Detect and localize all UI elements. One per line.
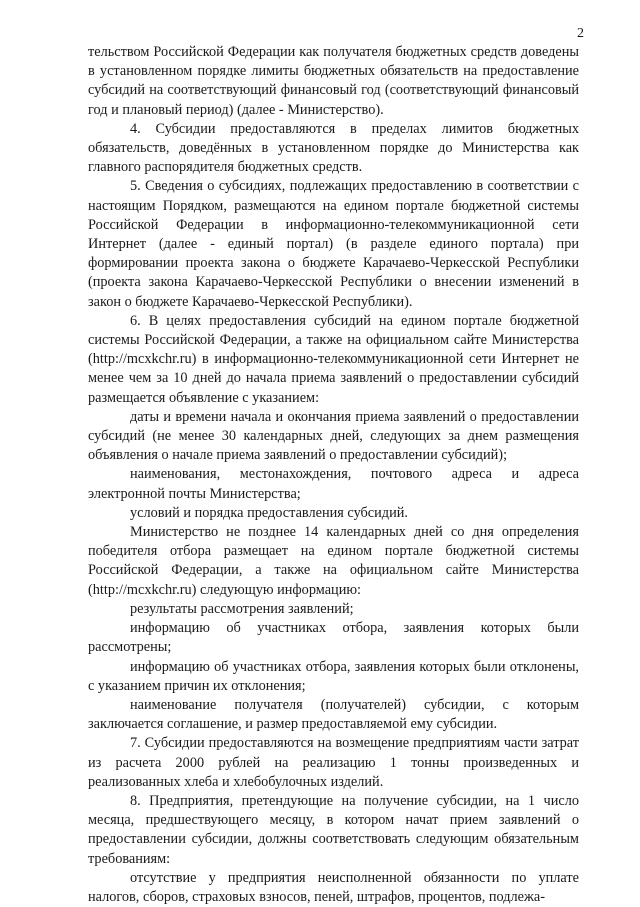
list-item-recipient: наименование получателя (получателей) субсидии, с которым заключается соглашение, и размер предоставляемой ему субсидии. <box>88 696 579 733</box>
paragraph-ministry-publication: Министерство не позднее 14 календарных дней со дня определения победителя отбора размещает на едином портале бюджетной системы Российской Федерации, а также на официальном сайте Министерства (http://mcxkchr.ru) следующую информацию: <box>88 524 579 598</box>
paragraph-continuation: тельством Российской Федерации как получателя бюджетных средств доведены в установленном порядке лимиты бюджетных обязательств на предоставление субсидий на соответствующий финансовый год (соответствующий финансовый год и плановый период) (далее - Министерство). <box>88 44 579 118</box>
list-item-results: результаты рассмотрения заявлений; <box>130 600 354 617</box>
document-body <box>88 43 579 907</box>
list-item-dates: даты и времени начала и окончания приема заявлений о предоставлении субсидий (не менее 30 календарных дней, следующих за днем размещения объявления о начале приема заявлений о предоставлении субсидий); <box>88 408 579 464</box>
paragraph-8: 8. Предприятия, претендующие на получение субсидии, на 1 число месяца, предшествующего месяцу, в котором начат прием заявлений о предоставлении субсидии, должны соответствовать следующим обязательным требованиям: <box>88 792 579 867</box>
paragraph-7: 7. Субсидии предоставляются на возмещение предприятиям части затрат из расчета 2000 рублей на реализацию 1 тонны произведенных и реализованных хлеба и хлебобулочных изделий. <box>88 735 579 790</box>
paragraph-6: 6. В целях предоставления субсидий на едином портале бюджетной системы Российской Федерации, а также на официальном сайте Министерства (http://mcxkchr.ru) в информационно-телекоммуникационной сети Интернет не менее чем за 10 дней до начала приема заявлений о предоставлении субсидий размещается объявление с указанием: <box>88 312 579 406</box>
list-item-contacts: наименования, местонахождения, почтового адреса и адреса электронной почты Министерства; <box>88 466 579 502</box>
list-item-tax-obligations: отсутствие у предприятия неисполненной обязанности по уплате налогов, сборов, страховых взносов, пеней, штрафов, процентов, подлежа- <box>88 869 579 905</box>
list-item-rejected: информацию об участниках отбора, заявления которых были отклонены, с указанием причин их отклонения; <box>88 658 579 694</box>
paragraph-5: 5. Сведения о субсидиях, подлежащих предоставлению в соответствии с настоящим Порядком, размещаются на едином портале бюджетной системы Российской Федерации в информационно-телекоммуникационной сети Интернет (далее - единый портал) (в разделе единого портала) при формировании проекта закона о бюджете Карачаево-Черкесской Республики (проекта закона Карачаево-Черкесской Республики о внесении изменений в закон о бюджете Карачаево-Черкесской Республики). <box>88 178 579 310</box>
list-item-reviewed: информацию об участниках отбора, заявления которых были рассмотрены; <box>88 620 579 656</box>
list-item-conditions: условий и порядка предоставления субсидий. <box>130 504 408 521</box>
paragraph-4: 4. Субсидии предоставляются в пределах лимитов бюджетных обязательств, доведённых в установленном порядке до Министерства как главного распорядителя бюджетных средств. <box>88 120 579 176</box>
page-number: 2 <box>577 26 584 41</box>
